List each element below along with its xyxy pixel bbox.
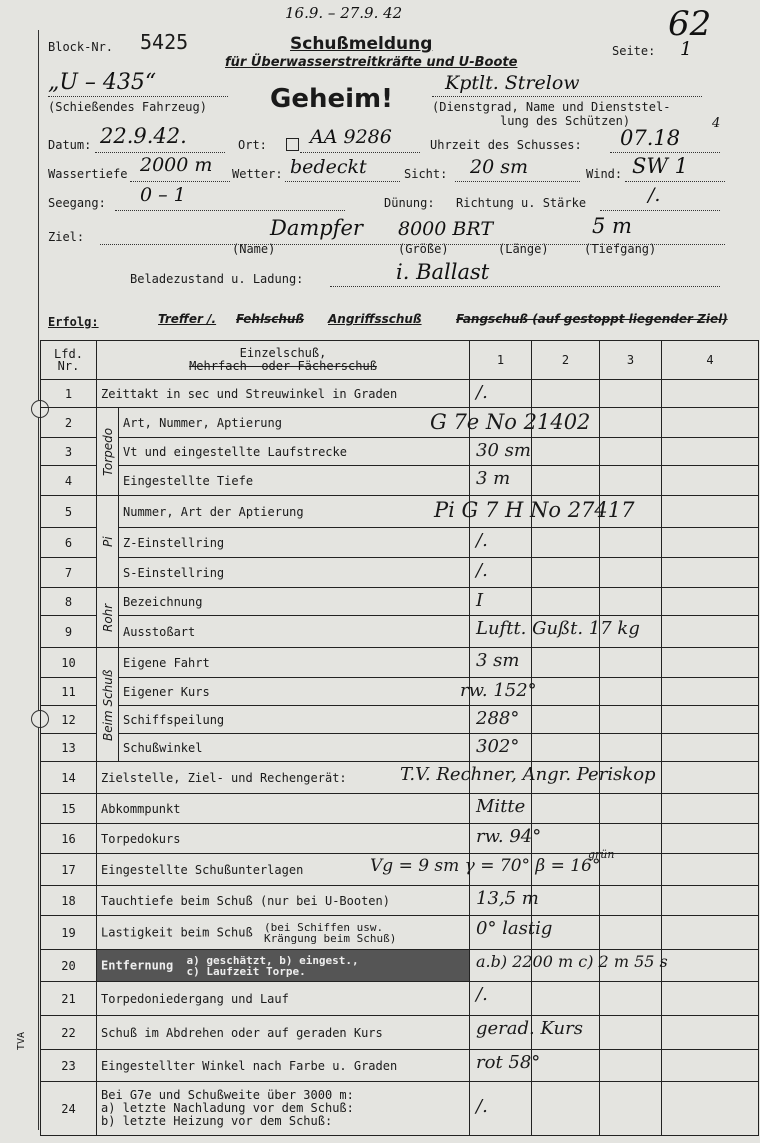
row-value — [470, 466, 532, 496]
row-value-text: /. — [476, 1096, 488, 1117]
row-value — [470, 886, 539, 916]
row-label-small — [264, 922, 396, 944]
col-2: 2 — [532, 341, 600, 380]
row-value — [434, 496, 635, 528]
row-label: S-Einstellring — [119, 558, 470, 588]
uhrzeit-label: Uhrzeit des Schusses: — [430, 138, 582, 152]
row-value-text: rw. 94° — [476, 826, 542, 847]
row-nr: 13 — [41, 734, 97, 762]
ziel-laenge-label: (Länge) — [498, 242, 549, 256]
shooter-value: Kptlt. Strelow — [445, 72, 580, 94]
row-value-text: gerad. Kurs — [476, 1018, 583, 1039]
duenung-dots — [600, 210, 720, 211]
row-label: Z-Einstellring — [119, 528, 470, 558]
form-title: Schußmeldung — [290, 34, 433, 54]
wetter-label: Wetter: — [232, 167, 283, 181]
row-label: Schiffspeilung — [119, 706, 470, 734]
group-rohr: Rohr — [97, 588, 119, 648]
form-subtitle: für Überwasserstreitkräfte und U-Boote — [225, 55, 518, 70]
wetter-value: bedeckt — [290, 156, 367, 178]
row-nr: 24 — [41, 1082, 97, 1136]
row-value-text: Pi G 7 H No 27417 — [434, 498, 635, 522]
col-4: 4 — [662, 341, 759, 380]
row-value-text: Vg = 9 sm γ = 70° β = 16° — [370, 856, 601, 876]
table-row — [41, 558, 759, 588]
seegang-label: Seegang: — [48, 196, 106, 210]
row-label: Eingestellter Winkel nach Farbe u. Graden — [97, 1050, 470, 1082]
group-torpedo: Torpedo — [97, 408, 119, 496]
row-label-line1: Bei G7e und Schußweite über 3000 m: — [101, 1088, 354, 1102]
row-value-text: T.V. Rechner, Angr. Periskop — [400, 764, 656, 785]
duenung-value: /. — [648, 184, 661, 206]
wind-label: Wind: — [586, 167, 623, 181]
table-row — [41, 762, 759, 794]
ziel-name-value: Dampfer — [270, 216, 363, 240]
row-value — [470, 982, 532, 1016]
group-beim-schuss: Beim Schuß — [97, 648, 119, 762]
row-nr: 4 — [41, 466, 97, 496]
row-value — [370, 848, 615, 886]
ziel-label: Ziel: — [48, 230, 85, 244]
group-pi: Pi — [97, 496, 119, 588]
row-nr: 21 — [41, 982, 97, 1016]
table-row — [41, 616, 759, 648]
vessel-value: „U – 435“ — [48, 70, 157, 95]
row-nr: 12 — [41, 706, 97, 734]
table-row — [41, 794, 759, 824]
table-header-row — [41, 341, 759, 380]
shooter-dots — [432, 96, 702, 97]
ort-value: AA 9286 — [310, 126, 392, 148]
table-row — [41, 648, 759, 678]
row-value — [470, 950, 668, 982]
row-label-main: Entfernung — [101, 958, 174, 972]
row-value-text: /. — [476, 530, 488, 551]
table-row — [41, 854, 759, 886]
table-row — [41, 1082, 759, 1136]
ladung-dots — [330, 286, 720, 287]
uhrzeit-value: 07.18 — [620, 126, 681, 150]
table-row — [41, 706, 759, 734]
datum-dots — [95, 152, 225, 153]
ort-checkbox — [286, 138, 299, 151]
row-value-text: 3 sm — [476, 650, 520, 671]
row-nr: 14 — [41, 762, 97, 794]
table-row — [41, 466, 759, 496]
row-value-text: rw. 152° — [460, 680, 537, 701]
row-value — [470, 648, 532, 678]
row-nr: 18 — [41, 886, 97, 916]
erfolg-fangschuss: Fangschuß (auf gestoppt liegender Ziel) — [456, 312, 728, 326]
row-nr: 17 — [41, 854, 97, 886]
row-nr: 23 — [41, 1050, 97, 1082]
row-value-text: 288° — [476, 708, 520, 729]
ziel-groesse-label: (Größe) — [398, 242, 449, 256]
table-row — [41, 408, 759, 438]
row-value — [470, 794, 532, 824]
row-value — [470, 558, 532, 588]
wassertiefe-value: 2000 m — [140, 154, 213, 176]
row-value — [400, 762, 656, 794]
row-value-text: Mitte — [476, 796, 526, 817]
uhrzeit-dots — [610, 152, 720, 153]
ziel-tiefgang-value: 5 m — [592, 214, 632, 238]
table-row — [41, 496, 759, 528]
vessel-dots — [48, 96, 228, 97]
erfolg-angriffsschuss: Angriffsschuß — [328, 312, 422, 326]
row-value — [470, 438, 532, 466]
table-row — [41, 380, 759, 408]
erfolg-fehlschuss: Fehlschuß — [236, 312, 305, 326]
row-nr: 7 — [41, 558, 97, 588]
row-nr: 16 — [41, 824, 97, 854]
row-label-main: Lastigkeit beim Schuß — [101, 925, 253, 939]
row-label: Vt und eingestellte Laufstrecke — [119, 438, 470, 466]
sicht-dots — [455, 181, 580, 182]
wind-dots — [625, 181, 725, 182]
uhrzeit-superscript: 4 — [712, 116, 721, 131]
row-label-small-2: c) Laufzeit Torpe. — [186, 964, 306, 978]
datum-value: 22.9.42. — [100, 124, 187, 148]
table-row — [41, 982, 759, 1016]
ort-label: Ort: — [238, 138, 267, 152]
seegang-value: 0 – 1 — [140, 184, 186, 206]
table-row — [41, 438, 759, 466]
row-label: Torpedokurs — [97, 824, 470, 854]
sicht-value: 20 sm — [470, 156, 528, 178]
form-left-border — [38, 30, 39, 1130]
table-row — [41, 1050, 759, 1082]
row-value — [470, 824, 542, 854]
row-nr: 8 — [41, 588, 97, 616]
row-value — [470, 588, 532, 616]
row-value-text: /. — [476, 984, 488, 1005]
geheim-stamp: Geheim! — [270, 84, 393, 114]
row-nr: 5 — [41, 496, 97, 528]
row-value-text: 0° lastig — [476, 918, 553, 939]
row-value-text: 13,5 m — [476, 888, 539, 909]
row-value — [470, 916, 553, 950]
col-einzelschuss — [97, 341, 470, 380]
ziel-tiefgang-label: (Tiefgang) — [584, 242, 657, 256]
row-nr: 6 — [41, 528, 97, 558]
wind-value: SW 1 — [632, 154, 689, 178]
vessel-label: (Schießendes Fahrzeug) — [48, 100, 207, 114]
wassertiefe-dots — [130, 181, 230, 182]
col-3: 3 — [600, 341, 662, 380]
row-nr: 20 — [41, 950, 97, 982]
row-value — [470, 616, 640, 648]
row-nr: 11 — [41, 678, 97, 706]
row-label: Schußwinkel — [119, 734, 470, 762]
row-value — [430, 408, 591, 438]
row-label — [97, 1082, 470, 1136]
row-value-text: 302° — [476, 736, 520, 757]
row-label: Eigener Kurs — [119, 678, 470, 706]
row-value — [470, 734, 532, 762]
block-label: Block-Nr. — [48, 40, 114, 54]
row-value — [470, 706, 532, 734]
seite-label: Seite: — [612, 44, 656, 58]
row-label-line2: a) letzte Nachladung vor dem Schuß: — [101, 1101, 354, 1115]
row-label: Nummer, Art der Aptierung — [119, 496, 470, 528]
block-number: 5425 — [140, 30, 189, 54]
table-row — [41, 588, 759, 616]
shot-table — [40, 340, 759, 1136]
row-value — [460, 678, 537, 706]
ladung-value: i. Ballast — [396, 260, 490, 284]
row-nr: 19 — [41, 916, 97, 950]
row-value-text: rot 58° — [476, 1052, 541, 1073]
sicht-label: Sicht: — [404, 167, 448, 181]
seegang-dots — [115, 210, 345, 211]
table-row — [41, 950, 759, 982]
row-label-small — [186, 955, 358, 977]
erfolg-treffer: Treffer /. — [158, 312, 217, 326]
wetter-dots — [285, 181, 400, 182]
ort-dots — [300, 152, 420, 153]
shooter-label-1: (Dienstgrad, Name und Dienststel- — [432, 100, 671, 114]
duenung-label: Dünung: — [384, 196, 435, 210]
ziel-groesse-value: 8000 BRT — [398, 218, 493, 240]
wassertiefe-label: Wassertiefe — [48, 167, 128, 181]
richtung-label: Richtung u. Stärke — [456, 196, 587, 210]
row-label — [97, 916, 470, 950]
dates-note: 16.9. – 27.9. 42 — [285, 4, 403, 22]
col-lfd-nr: Lfd. Nr. — [41, 341, 97, 380]
row-nr: 10 — [41, 648, 97, 678]
row-label: Ausstoßart — [119, 616, 470, 648]
row-value — [470, 528, 532, 558]
row-label: Schuß im Abdrehen oder auf geraden Kurs — [97, 1016, 470, 1050]
col-1: 1 — [470, 341, 532, 380]
row-value — [470, 1082, 532, 1136]
row-value-text: 3 m — [476, 468, 511, 489]
seite-value: 1 — [680, 38, 693, 60]
row-nr: 15 — [41, 794, 97, 824]
row-label: Tauchtiefe beim Schuß (nur bei U-Booten) — [97, 886, 470, 916]
row-label: Art, Nummer, Aptierung — [119, 408, 470, 438]
row-label-small-1: a) geschätzt, b) eingest., — [186, 953, 359, 967]
row-label — [97, 950, 470, 982]
row-value-text: a.b) 2200 m c) 2 m 55 s — [476, 952, 668, 971]
shooter-label-2: lung des Schützen) — [500, 114, 631, 128]
table-row — [41, 916, 759, 950]
col-einzelschuss-line2: Mehrfach- oder Fächerschuß — [189, 359, 377, 373]
row-value-text: Luftt. Gußt. 17 kg — [476, 618, 640, 639]
margin-mark: TVA — [16, 1032, 27, 1051]
row-value-text: /. — [476, 382, 488, 403]
row-label: Eingestellte Tiefe — [119, 466, 470, 496]
row-label: Zeittakt in sec und Streuwinkel in Graden — [97, 380, 470, 408]
table-row — [41, 886, 759, 916]
row-label: Eigene Fahrt — [119, 648, 470, 678]
row-nr: 22 — [41, 1016, 97, 1050]
ziel-name-label: (Name) — [232, 242, 276, 256]
row-value — [470, 380, 532, 408]
col-einzelschuss-line1: Einzelschuß, — [239, 346, 327, 360]
table-row — [41, 1016, 759, 1050]
row-nr: 9 — [41, 616, 97, 648]
erfolg-label: Erfolg: — [48, 315, 99, 329]
row-value-note: grün — [588, 848, 615, 861]
row-value-text: 30 sm — [476, 440, 531, 461]
row-label: Torpedoniedergang und Lauf — [97, 982, 470, 1016]
row-label: Zielstelle, Ziel- und Rechengerät: — [97, 762, 470, 794]
row-label: Abkommpunkt — [97, 794, 470, 824]
table-row — [41, 678, 759, 706]
row-label: Bezeichnung — [119, 588, 470, 616]
page-number-handwritten: 62 — [668, 4, 712, 44]
row-value — [470, 1050, 541, 1082]
table-row — [41, 734, 759, 762]
row-value-text: I — [476, 590, 484, 611]
row-value-text: G 7e No 21402 — [430, 410, 591, 434]
datum-label: Datum: — [48, 138, 92, 152]
row-label-small-1: (bei Schiffen usw. — [263, 920, 384, 934]
row-value-text: /. — [476, 560, 488, 581]
row-nr: 3 — [41, 438, 97, 466]
row-label-small-2: Krängung beim Schuß) — [263, 931, 397, 945]
table-row — [41, 528, 759, 558]
row-nr: 2 — [41, 408, 97, 438]
row-nr: 1 — [41, 380, 97, 408]
row-label: Eingestellte Schußunterlagen — [97, 854, 470, 886]
ladung-label: Beladezustand u. Ladung: — [130, 272, 304, 286]
row-value — [470, 1016, 583, 1050]
row-label-line3: b) letzte Heizung vor dem Schuß: — [101, 1114, 333, 1128]
table-row — [41, 824, 759, 854]
